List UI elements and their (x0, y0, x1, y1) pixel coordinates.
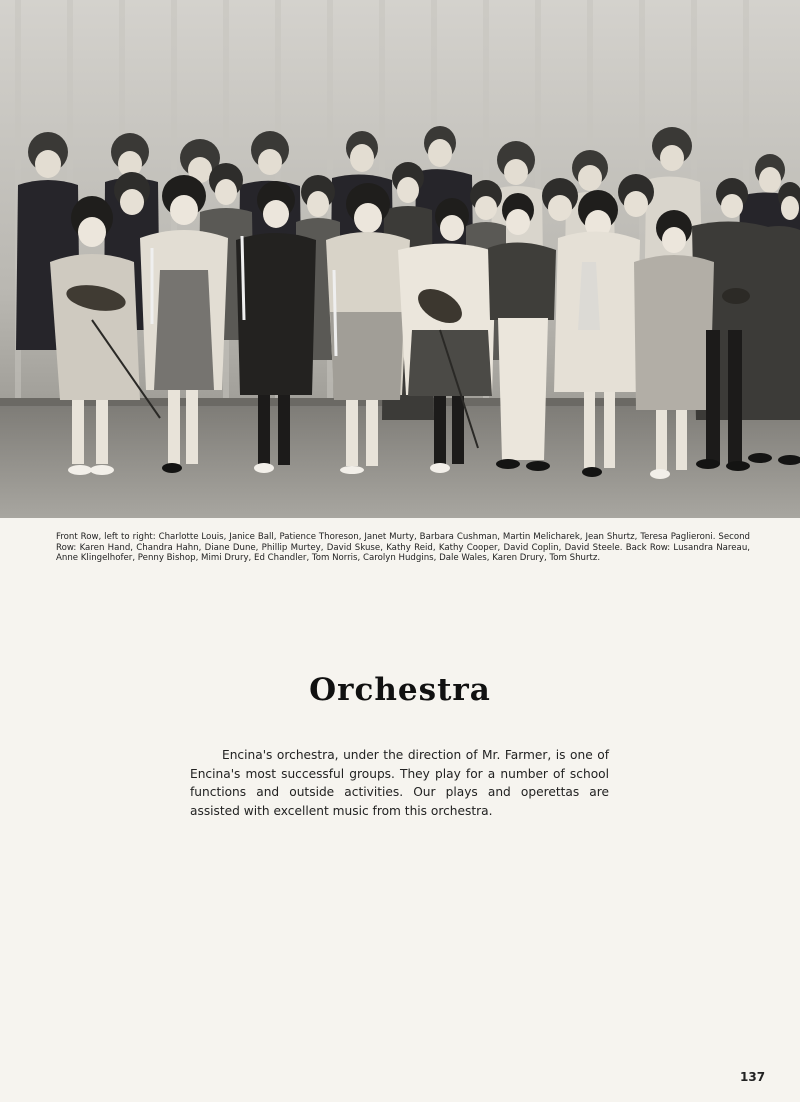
page-number: 137 (740, 1070, 766, 1084)
orchestra-group-photo (0, 0, 800, 518)
body-paragraph: Encina's orchestra, under the direction of Mr. Farmer, is one of Encina's most successful groups. They play for a number of school functions and outside activities. Our plays and operettas are assisted with excellent music from this orchestra. (190, 748, 609, 818)
photo-caption: Front Row, left to right: Charlotte Louis, Janice Ball, Patience Thoreson, Janet Murty, Barbara Cushman, Martin Melicharek, Jean Shurtz, Teresa Paglieroni. Second Row: Karen Hand, Chandra Hahn, Diane Dune, Phillip Murtey, David Skuse, Kathy Reid, Kathy Cooper, David Coplin, David Steele. Back Row: Lusandra Nareau, Anne Klingelhofer, Penny Bishop, Mimi Drury, Ed Chandler, Tom Norris, Carolyn Hudgins, Dale Wales, Karen Drury, Tom Shurtz. (56, 532, 750, 564)
page-title: Orchestra (309, 672, 491, 708)
